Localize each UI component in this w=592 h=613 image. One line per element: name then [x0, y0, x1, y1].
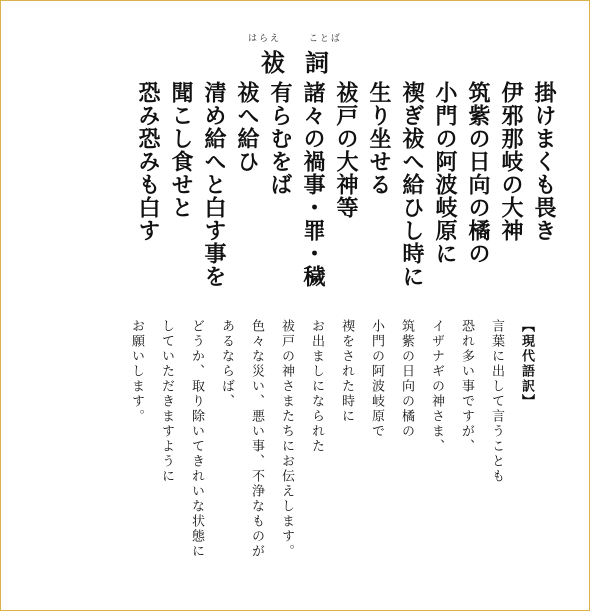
translation-line: お願いします。 [129, 319, 144, 424]
prayer-line: 筑紫の日向の橘の [465, 81, 491, 265]
translation-line: していただきますように [159, 319, 174, 484]
translation-heading: 【現代語訳】 [519, 319, 534, 409]
prayer-line: 小門の阿波岐原に [432, 81, 458, 265]
translation-line: お出ましになられた [309, 319, 324, 454]
translation-line: 祓戸の神さまたちにお伝えします。 [279, 319, 294, 559]
prayer-line: 生り坐せる [366, 81, 392, 196]
title-ruby-right: ことば [308, 34, 342, 44]
prayer-line: 伊邪那岐の大神 [498, 81, 524, 242]
translation-line: どうか、取り除いてきれいな状態に [189, 319, 204, 559]
prayer-line: 聞こし食せと [168, 81, 194, 219]
prayer-line: 諸々の禍事・罪・穢 [300, 81, 326, 288]
prayer-line: 掛けまくも畏き [531, 81, 557, 242]
translation-line: 恐れ多い事ですが、 [459, 319, 474, 454]
translation-line: イザナギの神さま、 [429, 319, 444, 454]
prayer-line: 清め給へと白す事を [201, 81, 227, 288]
prayer-line: 祓戸の大神等 [333, 81, 359, 219]
translation-line: あるならば、 [219, 319, 234, 409]
title-ruby [1, 31, 589, 43]
translation-line: 小門の阿波岐原で [369, 319, 384, 439]
translation-line: 筑紫の日向の橘の [399, 319, 414, 439]
prayer-line: 恐み恐みも白す [135, 81, 161, 242]
modern-translation [56, 319, 536, 599]
title-ruby-left: はらえ [248, 34, 282, 44]
prayer-line: 有らむをば [267, 81, 293, 196]
prayer-line: 禊ぎ祓へ給ひし時に [399, 81, 425, 288]
page-title: 祓詞 [261, 48, 349, 77]
translation-line: 禊をされた時に [339, 319, 354, 424]
translation-line: 言葉に出して言うことも [489, 319, 504, 484]
prayer-line: 祓へ給ひ [234, 81, 260, 173]
title-block [1, 31, 589, 78]
translation-line: 色々な災い、悪い事、不浄なものが [249, 319, 264, 559]
